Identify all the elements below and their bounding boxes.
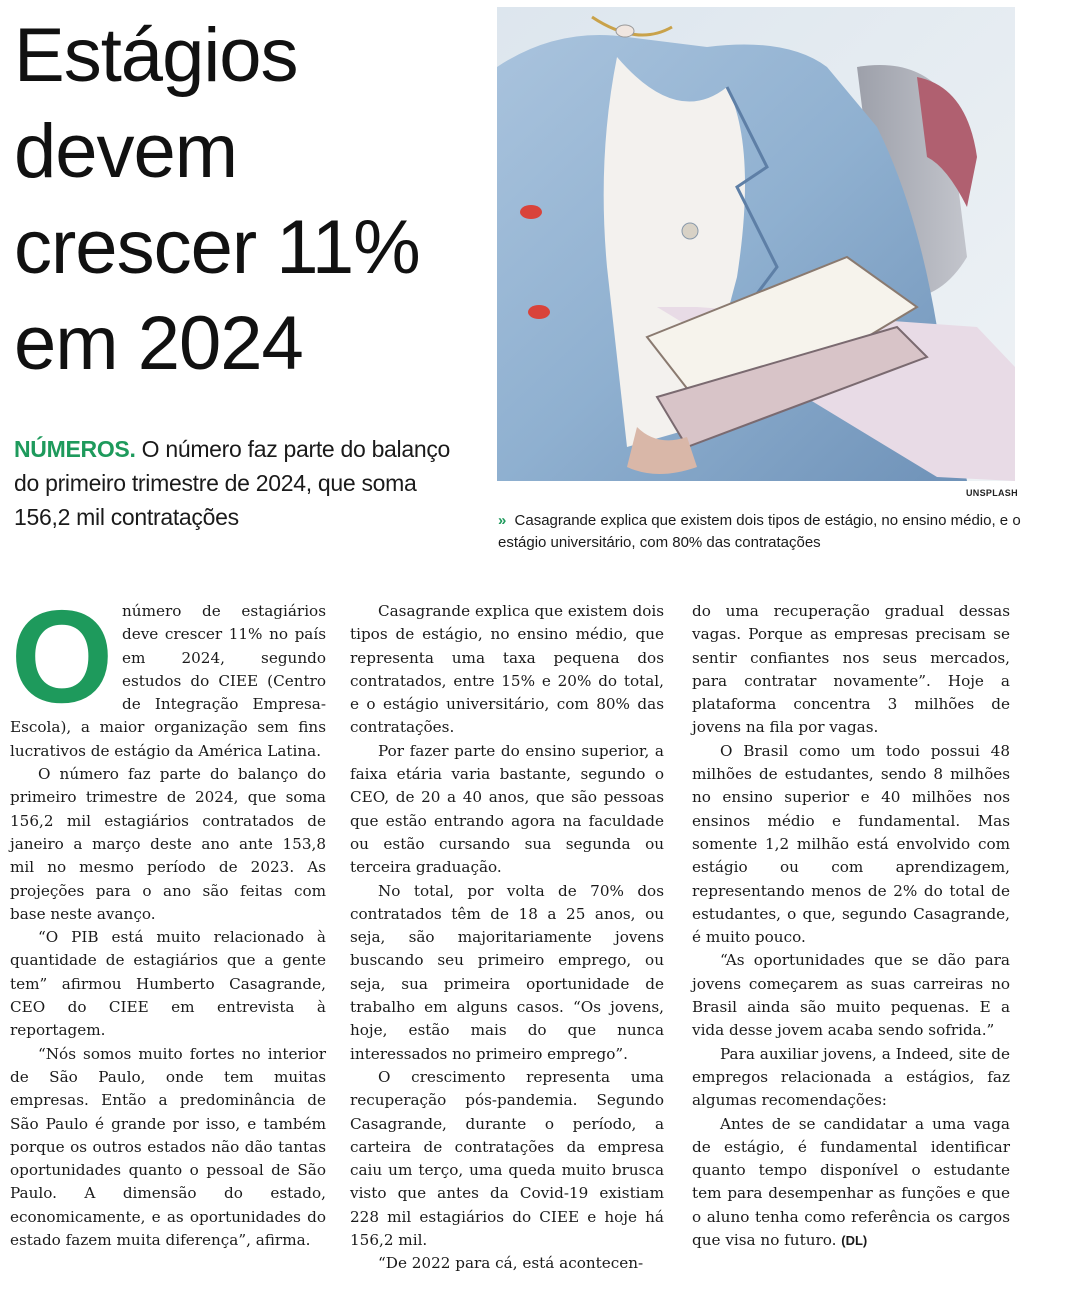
paragraph: O crescimento representa uma recuperação pós-pandemia. Segundo Casagrande, durante o período, a carteira de contratações da empresa caiu um terço, uma queda muito brusca visto que antes da Covid-19 existiam 228 mil estagiários do CIEE e hoje há 156,2 mil. (350, 1067, 664, 1250)
paragraph: “As oportunidades que se dão para jovens começarem as suas carreiras no Brasil ainda são muito pequenas. E a vida desse jovem acaba sendo sofrida.” (692, 951, 1010, 1040)
headline-line: Estágios (14, 13, 298, 98)
author-signature: (DL) (841, 1233, 868, 1249)
paragraph: “Nós somos muito fortes no interior de São Paulo, onde tem muitas empresas. Então a predominância de São Paulo é grande por isso, e também porque os outros estados não dão tantas oportunidades quanto o pessoal de São Paulo. A dimensão do estado, economicamente, e as oportunidades do estado fazem muita diferença”, afirma. (10, 1044, 326, 1250)
paragraph: O número faz parte do balanço do primeiro trimestre de 2024, que soma 156,2 mil estagiários contratados de janeiro a março deste ano ante 153,8 mil no mesmo período de 2023. As projeções para o ano são feitas com base neste avanço. (10, 765, 326, 923)
subheadline-text: O número faz parte do balanço do primeiro trimestre de 2024, que soma 156,2 mil contratações (14, 436, 451, 530)
paragraph: do uma recuperação gradual dessas vagas. Porque as empresas precisam se sentir confiantes nos seus mercados, para contratar novamente”. Hoje a plataforma concentra 3 milhões de jovens na fila por vagas. (692, 602, 1010, 737)
article-column-1 (10, 600, 326, 1252)
paragraph-text: Antes de se candidatar a uma vaga de estágio, é fundamental identificar quanto tempo disponível o estudante tem para desempenhar as funções e que o aluno tenha como referência os cargos que visa no futuro. (692, 1114, 1010, 1250)
paragraph: Casagrande explica que existem dois tipos de estágio, no ensino médio, que representa uma taxa pequena dos contratados, entre 15% e 20% do total, e o estágio universitário, com 80% das contratações. (350, 602, 664, 737)
photo-caption (498, 510, 1038, 554)
headline-line: crescer 11% (14, 205, 420, 290)
caption-arrows-icon: » (498, 512, 507, 529)
subheadline (14, 432, 474, 534)
caption-text: Casagrande explica que existem dois tipos de estágio, no ensino médio, e o estágio universitário, com 80% das contratações (498, 512, 1021, 551)
drop-cap (10, 604, 114, 710)
headline-line: devem (14, 109, 238, 194)
drop-cap-letter: O (10, 604, 114, 710)
kicker: NÚMEROS. (14, 436, 136, 462)
article-photo (497, 7, 1015, 481)
paragraph: O Brasil como um todo possui 48 milhões de estudantes, sendo 8 milhões no ensino superior e 40 milhões nos ensinos médio e fundamental. Mas somente 1,2 milhão está envolvido com estágio ou com aprendizagem, representando menos de 2% do total de estudantes, o que, segundo Casagrande, é muito pouco. (692, 741, 1010, 947)
paragraph: número de estagiários deve crescer 11% no país em 2024, segundo estudos do CIEE (Centro de Integração Empresa-Escola), a maior organização sem fins lucrativos de estágio da América Latina. (10, 602, 326, 760)
headline (14, 8, 484, 392)
photo-credit: UNSPLASH (966, 488, 1018, 498)
paragraph: No total, por volta de 70% dos contratados têm de 18 a 25 anos, ou seja, são majoritariamente jovens buscando seu primeiro emprego, ou seja, sua primeira oportunidade de trabalho em alguns casos. “Os jovens, hoje, estão mais do que nunca interessados no primeiro emprego”. (350, 881, 664, 1063)
paragraph: Por fazer parte do ensino superior, a faixa etária varia bastante, segundo o CEO, de 20 a 40 anos, que são pessoas que estão entrando agora na faculdade ou estão cursando sua segunda ou terceira graduação. (350, 741, 664, 877)
article-column-3 (692, 600, 1010, 1252)
paragraph: “De 2022 para cá, está acontecen- (378, 1254, 644, 1273)
headline-line: em 2024 (14, 301, 303, 386)
paragraph: Para auxiliar jovens, a Indeed, site de empregos relacionada a estágios, faz algumas recomendações: (692, 1044, 1010, 1110)
paragraph (692, 1113, 1010, 1253)
article-column-2 (350, 600, 664, 1276)
paragraph: “O PIB está muito relacionado à quantidade de estagiários que a gente tem” afirmou Humberto Casagrande, CEO do CIEE em entrevista à reportagem. (10, 928, 326, 1040)
student-with-books-illustration (497, 7, 1015, 481)
